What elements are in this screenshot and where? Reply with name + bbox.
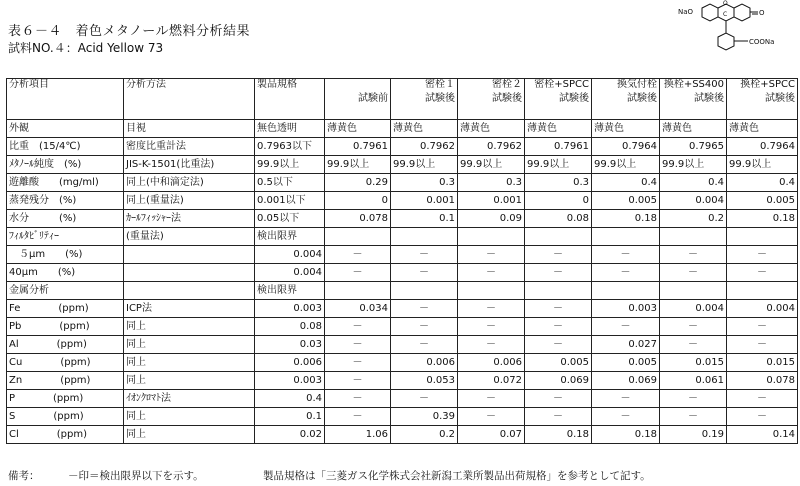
row-method: (重量法)	[124, 228, 255, 246]
header-item: 分析項目	[7, 79, 124, 120]
row-value: －	[727, 390, 798, 408]
row-method: 同上	[124, 354, 255, 372]
row-unit: (ppm)	[58, 303, 89, 314]
row-value: 0.027	[592, 336, 660, 354]
row-value: 0.7965	[660, 138, 727, 156]
row-value: －	[391, 246, 458, 264]
header-col-line1: 換栓+SS400	[663, 79, 724, 90]
table-row	[7, 192, 798, 210]
row-value: －	[525, 390, 592, 408]
row-method: 同上	[124, 318, 255, 336]
table-row	[7, 426, 798, 444]
row-item-label: 蒸発残分 (%)	[9, 195, 77, 206]
row-value: 0.18	[592, 210, 660, 228]
row-unit: (ppm)	[59, 321, 90, 332]
row-value: －	[391, 390, 458, 408]
row-value: 99.9以上	[391, 156, 458, 174]
molecule-structure	[678, 0, 800, 76]
row-value	[660, 282, 727, 300]
table-row	[7, 264, 798, 282]
row-unit: (ppm)	[53, 393, 84, 404]
row-value: 0.006	[458, 354, 525, 372]
row-value: －	[525, 336, 592, 354]
row-value: －	[525, 246, 592, 264]
row-unit: (ppm)	[56, 339, 87, 350]
mol-label-o2: O	[759, 9, 765, 17]
row-spec: 0.1	[255, 408, 325, 426]
row-item-label: 水分 (%)	[9, 213, 77, 224]
row-value: －	[458, 264, 525, 282]
row-value: 薄黄色	[325, 120, 391, 138]
row-value: －	[325, 246, 391, 264]
row-value: 0.004	[660, 192, 727, 210]
row-value: 0.29	[325, 174, 391, 192]
row-value	[458, 282, 525, 300]
row-value: 0.072	[458, 372, 525, 390]
row-value: 0.069	[525, 372, 592, 390]
row-value: －	[325, 408, 391, 426]
row-value: 0.39	[391, 408, 458, 426]
header-col-line1: 換気付栓	[617, 79, 657, 90]
row-value: －	[325, 264, 391, 282]
row-method: 同上	[124, 426, 255, 444]
row-value: 0.4	[592, 174, 660, 192]
row-value: －	[525, 318, 592, 336]
row-method: 同上	[124, 372, 255, 390]
row-value	[525, 282, 592, 300]
row-method: 密度比重計法	[124, 138, 255, 156]
table-row	[7, 282, 798, 300]
header-spec: 製品規格	[255, 79, 325, 120]
row-value: －	[525, 300, 592, 318]
row-item	[7, 354, 124, 372]
header-col	[525, 79, 592, 120]
row-value: 0.005	[592, 354, 660, 372]
row-value	[391, 228, 458, 246]
row-value: －	[325, 372, 391, 390]
row-item	[7, 246, 124, 264]
table-row	[7, 156, 798, 174]
row-value: －	[660, 390, 727, 408]
row-spec: 0.006	[255, 354, 325, 372]
row-spec: 0.003	[255, 372, 325, 390]
row-value: －	[727, 408, 798, 426]
row-value: 0.2	[660, 210, 727, 228]
row-value: 0.006	[391, 354, 458, 372]
row-value: 0.005	[525, 354, 592, 372]
row-value	[325, 282, 391, 300]
row-item-label: Al	[9, 339, 19, 350]
row-value: 99.9以上	[660, 156, 727, 174]
row-item-label: S	[9, 411, 16, 422]
row-value: －	[391, 300, 458, 318]
header-col-line2: 試験後	[694, 93, 724, 104]
row-value: 0.08	[525, 210, 592, 228]
row-value: 99.9以上	[325, 156, 391, 174]
row-spec: 検出限界	[255, 228, 325, 246]
row-value: －	[592, 246, 660, 264]
row-value: 99.9以上	[458, 156, 525, 174]
row-value: 0	[325, 192, 391, 210]
row-method: 同上(重量法)	[124, 192, 255, 210]
table-row	[7, 210, 798, 228]
row-value	[525, 228, 592, 246]
row-item	[7, 174, 124, 192]
table-row	[7, 300, 798, 318]
row-method: 目視	[124, 120, 255, 138]
row-value: 0.034	[325, 300, 391, 318]
row-value: －	[660, 318, 727, 336]
row-value: 0.005	[727, 192, 798, 210]
header-col	[325, 79, 391, 120]
row-value: 0.078	[325, 210, 391, 228]
header-col	[391, 79, 458, 120]
sample-label: 試料NO.４：Acid Yellow 73	[8, 41, 164, 55]
row-value: －	[391, 264, 458, 282]
row-value: －	[592, 390, 660, 408]
row-item-label: Fe	[9, 303, 21, 314]
row-unit: (ppm)	[60, 357, 91, 368]
row-value: 0.061	[660, 372, 727, 390]
row-unit: (ppm)	[53, 411, 84, 422]
mol-label-nao: NaO	[678, 8, 694, 16]
row-item-label: Pb	[9, 321, 22, 332]
row-value	[592, 228, 660, 246]
row-item	[7, 390, 124, 408]
row-value	[458, 228, 525, 246]
row-unit: (ppm)	[56, 429, 88, 440]
row-spec: 0.001以下	[255, 192, 325, 210]
header-col-line2: 試験後	[765, 93, 795, 104]
row-value: 薄黄色	[727, 120, 798, 138]
row-value: 0.18	[592, 426, 660, 444]
header-row	[7, 79, 798, 120]
row-spec: 0.03	[255, 336, 325, 354]
row-item	[7, 120, 124, 138]
row-value: 0.069	[592, 372, 660, 390]
row-value	[391, 282, 458, 300]
header-col-line2: 試験後	[559, 93, 589, 104]
row-value	[660, 228, 727, 246]
row-value: 0	[525, 192, 592, 210]
table-row	[7, 390, 798, 408]
row-value: －	[727, 318, 798, 336]
row-item-label: 40μm (%)	[9, 267, 76, 278]
table-row	[7, 246, 798, 264]
row-item-label: Zn	[9, 375, 23, 386]
row-item	[7, 156, 124, 174]
header-col	[458, 79, 525, 120]
mol-label-c: C	[723, 11, 728, 18]
row-value: －	[325, 354, 391, 372]
row-value: －	[592, 318, 660, 336]
header-col-line1: 密栓+SPCC	[534, 79, 589, 90]
row-value: 0.005	[592, 192, 660, 210]
row-value: 0.7961	[325, 138, 391, 156]
row-value: －	[458, 336, 525, 354]
row-value: 0.003	[592, 300, 660, 318]
row-value	[325, 228, 391, 246]
row-value: 薄黄色	[660, 120, 727, 138]
row-value: 0.4	[660, 174, 727, 192]
row-value	[592, 282, 660, 300]
row-item	[7, 426, 124, 444]
row-item-label: 遊離酸 (mg/ml)	[9, 177, 99, 188]
row-spec: 0.004	[255, 246, 325, 264]
footnote-label: 備考：	[8, 470, 40, 482]
table-row	[7, 120, 798, 138]
row-item	[7, 282, 124, 300]
row-item	[7, 264, 124, 282]
row-value: －	[391, 318, 458, 336]
header-col	[660, 79, 727, 120]
row-value: －	[391, 336, 458, 354]
footnote	[8, 468, 798, 483]
row-value: －	[727, 246, 798, 264]
row-value: 0.053	[391, 372, 458, 390]
row-value: －	[727, 336, 798, 354]
row-value: 0.001	[391, 192, 458, 210]
row-spec: 検出限界	[255, 282, 325, 300]
row-value: －	[660, 264, 727, 282]
row-value: 0.7962	[391, 138, 458, 156]
row-item-label: Cu	[9, 357, 23, 368]
header-col-line1	[327, 79, 388, 93]
header-col	[727, 79, 798, 120]
row-value: 0.18	[727, 210, 798, 228]
row-method: 同上	[124, 336, 255, 354]
row-item	[7, 228, 124, 246]
mol-label-coona: COONa	[749, 38, 775, 46]
row-value: 99.9以上	[525, 156, 592, 174]
row-value: 薄黄色	[592, 120, 660, 138]
row-value: 0.3	[525, 174, 592, 192]
row-value: 0.004	[660, 300, 727, 318]
row-value	[727, 228, 798, 246]
row-value: 0.7964	[592, 138, 660, 156]
row-method	[124, 246, 255, 264]
row-value: 0.078	[727, 372, 798, 390]
row-item-label: 比重 (15/4℃)	[9, 141, 81, 152]
row-spec: 0.004	[255, 264, 325, 282]
row-value: 0.3	[391, 174, 458, 192]
row-value: 薄黄色	[458, 120, 525, 138]
row-value: －	[525, 264, 592, 282]
row-item	[7, 192, 124, 210]
row-item	[7, 408, 124, 426]
row-value: 0.1	[391, 210, 458, 228]
row-spec: 0.05以下	[255, 210, 325, 228]
row-item-label: Cl	[9, 429, 19, 440]
row-value: 薄黄色	[391, 120, 458, 138]
row-value: －	[325, 318, 391, 336]
table-row	[7, 372, 798, 390]
table-row	[7, 354, 798, 372]
row-item	[7, 372, 124, 390]
footnote-spec-source: 製品規格は「三菱ガス化学株式会社新潟工業所製品出荷規格」を参考として記す。	[263, 470, 651, 482]
row-item-label: 外観	[9, 123, 29, 134]
row-value: 0.07	[458, 426, 525, 444]
row-value: 0.004	[727, 300, 798, 318]
row-value: －	[592, 264, 660, 282]
row-value: 薄黄色	[525, 120, 592, 138]
row-value: －	[325, 390, 391, 408]
row-value: 0.18	[525, 426, 592, 444]
row-value: 99.9以上	[592, 156, 660, 174]
table-row	[7, 408, 798, 426]
row-method: ｲｵﾝｸﾛﾏﾄ法	[124, 390, 255, 408]
row-value: 99.9以上	[727, 156, 798, 174]
table-title: 表６－４ 着色メタノール燃料分析結果	[8, 24, 250, 39]
row-item	[7, 318, 124, 336]
row-method: 同上	[124, 408, 255, 426]
row-item-label: 金属分析	[9, 285, 49, 296]
row-item-label: ﾌｨﾙﾀﾋﾞﾘﾃｨｰ	[9, 231, 59, 242]
row-item-label: ５μm (%)	[9, 249, 83, 260]
row-item	[7, 138, 124, 156]
row-spec: 0.4	[255, 390, 325, 408]
row-item	[7, 300, 124, 318]
header-col-line2: 試験後	[425, 93, 455, 104]
row-value: 0.7962	[458, 138, 525, 156]
row-value: 0.015	[660, 354, 727, 372]
row-method: 同上(中和滴定法)	[124, 174, 255, 192]
table-row	[7, 138, 798, 156]
row-spec: 0.5以下	[255, 174, 325, 192]
row-item	[7, 336, 124, 354]
row-spec: 99.9以上	[255, 156, 325, 174]
row-value: 0.2	[391, 426, 458, 444]
row-item-label: P	[9, 393, 16, 404]
row-value: －	[458, 408, 525, 426]
row-spec: 0.7963以下	[255, 138, 325, 156]
header-col	[592, 79, 660, 120]
row-value: 0.7964	[727, 138, 798, 156]
row-value: 0.7961	[525, 138, 592, 156]
row-item	[7, 210, 124, 228]
row-value	[727, 282, 798, 300]
row-value: －	[458, 390, 525, 408]
mol-label-o: O	[723, 0, 728, 7]
footnote-dash-meaning: －印＝検出限界以下を示す。	[68, 470, 204, 482]
row-value: －	[458, 246, 525, 264]
header-col-line2: 試験後	[627, 93, 657, 104]
row-value: 0.19	[660, 426, 727, 444]
header-col-line1: 密栓１	[425, 79, 455, 90]
row-spec: 無色透明	[255, 120, 325, 138]
header-col-line1: 密栓２	[492, 79, 522, 90]
row-spec: 0.08	[255, 318, 325, 336]
header-method: 分析方法	[124, 79, 255, 120]
row-method: ICP法	[124, 300, 255, 318]
row-value: 1.06	[325, 426, 391, 444]
row-spec: 0.02	[255, 426, 325, 444]
row-value: 0.14	[727, 426, 798, 444]
row-method	[124, 264, 255, 282]
row-method: JIS-K-1501(比重法)	[124, 156, 255, 174]
table-row	[7, 318, 798, 336]
row-method	[124, 282, 255, 300]
row-value: －	[660, 336, 727, 354]
row-value: 0.09	[458, 210, 525, 228]
table-row	[7, 228, 798, 246]
header-col-line2: 試験前	[358, 93, 388, 104]
row-value: －	[525, 408, 592, 426]
header-col-line1: 換栓+SPCC	[740, 79, 795, 90]
analysis-results-table	[6, 78, 798, 444]
row-value: －	[660, 246, 727, 264]
row-value: 0.3	[458, 174, 525, 192]
table-row	[7, 174, 798, 192]
row-unit: (ppm)	[60, 375, 91, 386]
row-value: －	[458, 318, 525, 336]
row-value: 0.001	[458, 192, 525, 210]
row-value: －	[727, 264, 798, 282]
row-spec: 0.003	[255, 300, 325, 318]
table-row	[7, 336, 798, 354]
row-item-label: ﾒﾀﾉｰﾙ純度 (%)	[9, 159, 82, 170]
row-value: 0.015	[727, 354, 798, 372]
header-col-line2: 試験後	[492, 93, 522, 104]
row-value: 0.4	[727, 174, 798, 192]
row-value: －	[458, 300, 525, 318]
row-value: －	[660, 408, 727, 426]
row-value: －	[592, 408, 660, 426]
row-value: －	[325, 336, 391, 354]
row-method: ｶｰﾙﾌｨｯｼｬｰ法	[124, 210, 255, 228]
